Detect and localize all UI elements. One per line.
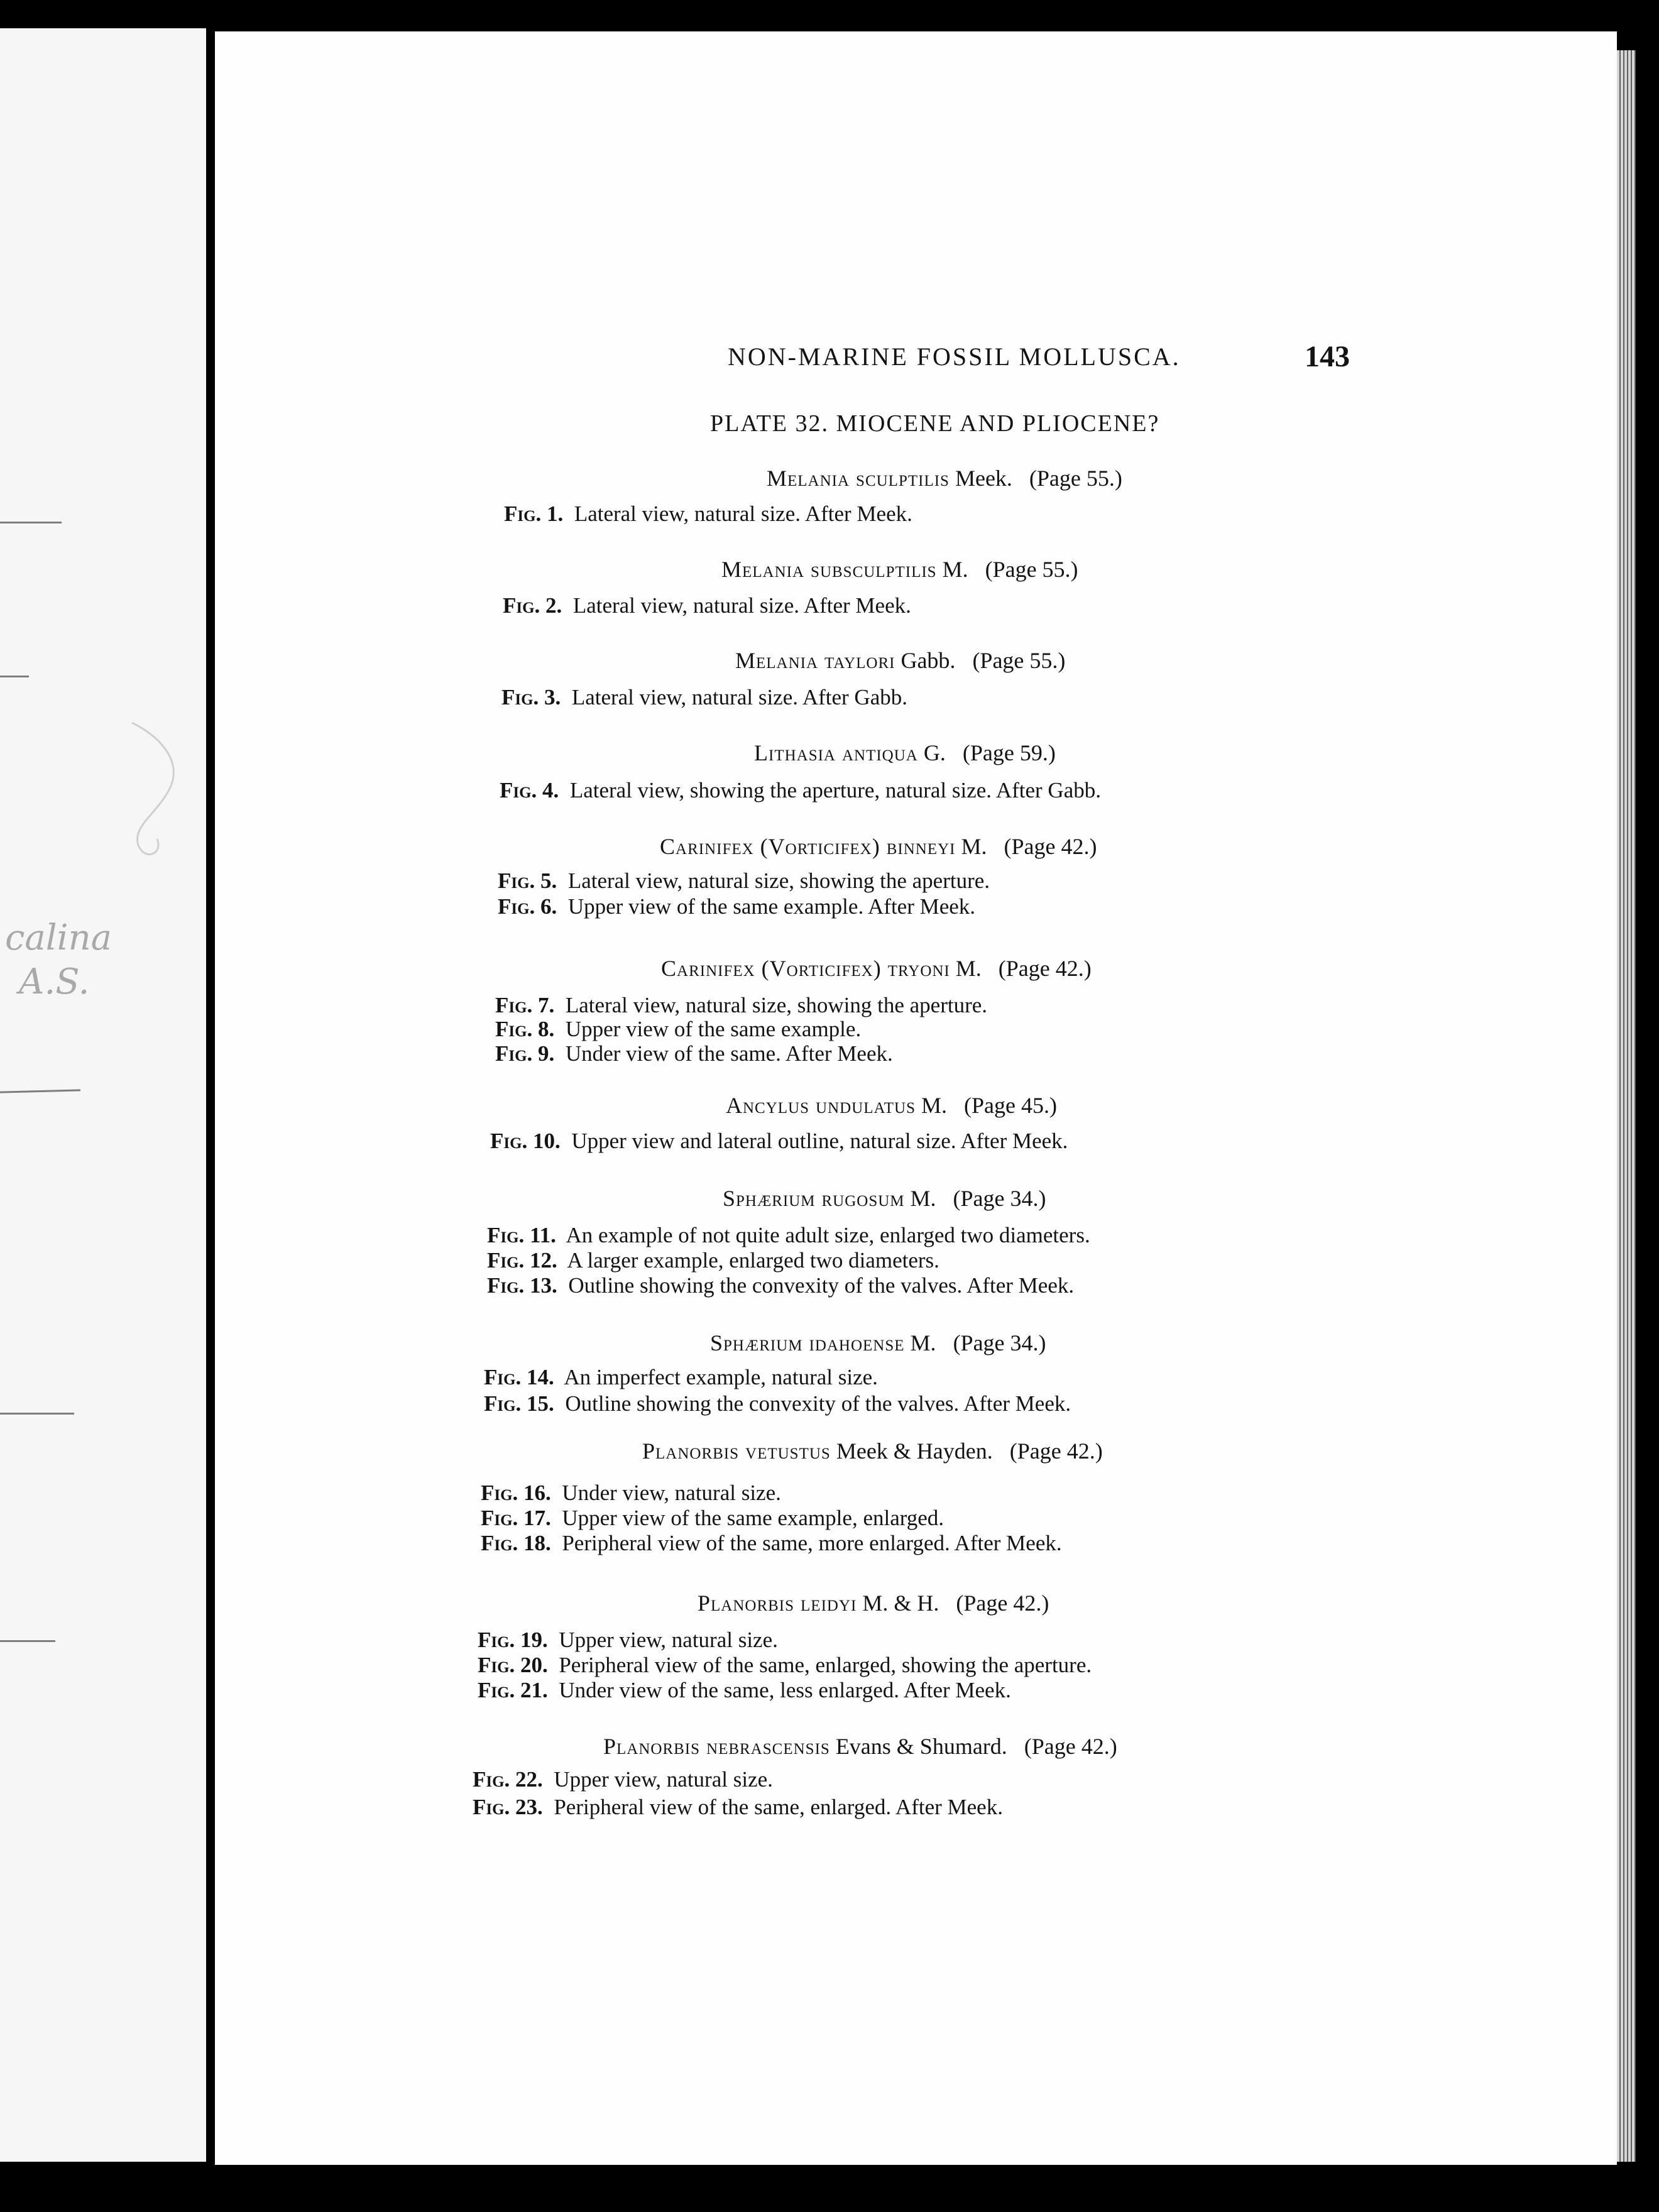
figure-label: Fig. 20.	[478, 1653, 548, 1677]
figure-text: Upper view of the same example. After Meek.	[567, 894, 976, 919]
page-number: 143	[1305, 340, 1350, 373]
page-reference: (Page 42.)	[956, 1591, 1049, 1616]
figure-label: Fig. 2.	[503, 593, 562, 618]
species-heading	[767, 465, 1122, 491]
species-name: Lithasia antiqua	[754, 740, 918, 765]
species-name: Planorbis nebrascensis	[603, 1734, 830, 1759]
figure-label: Fig. 1.	[504, 501, 564, 526]
figure-text: Lateral view, natural size. After Meek.	[574, 501, 912, 526]
figure-text: Peripheral view of the same, enlarged, showing the aperture.	[559, 1653, 1092, 1677]
species-heading	[710, 1330, 1046, 1356]
pencil-rule	[0, 1640, 55, 1642]
species-authority: Evans & Shumard.	[835, 1734, 1007, 1759]
figure-label: Fig. 21.	[478, 1678, 548, 1702]
species-authority: M. & H.	[862, 1591, 939, 1616]
page-reference: (Page 34.)	[953, 1186, 1046, 1211]
figure-caption	[481, 1531, 1062, 1556]
species-heading	[661, 955, 1092, 982]
species-heading	[642, 1438, 1103, 1464]
figure-caption	[487, 1248, 939, 1273]
figure-label: Fig. 5.	[498, 868, 557, 893]
figure-caption	[473, 1767, 773, 1792]
figure-text: Lateral view, natural size. After Gabb.	[571, 685, 907, 709]
pencil-rule	[0, 1089, 80, 1093]
species-heading	[603, 1733, 1117, 1760]
figure-text: Lateral view, showing the aperture, natural size. After Gabb.	[569, 778, 1101, 802]
figure-text: Upper view and lateral outline, natural size. After Meek.	[571, 1129, 1068, 1153]
page-reference: (Page 55.)	[1029, 466, 1122, 491]
figure-label: Fig. 6.	[498, 894, 557, 919]
figure-caption	[495, 1041, 893, 1066]
pencil-margin-note: A.S.	[19, 961, 90, 1002]
species-authority: Gabb.	[901, 648, 956, 673]
figure-text: Lateral view, natural size, showing the aperture.	[567, 868, 990, 893]
figure-caption	[478, 1678, 1011, 1703]
page-reference: (Page 34.)	[953, 1330, 1046, 1355]
species-heading	[660, 833, 1097, 860]
figure-caption	[490, 1129, 1068, 1154]
species-name: Carinifex (Vorticifex) binneyi	[660, 834, 956, 859]
figure-label: Fig. 4.	[500, 778, 559, 802]
figure-label: Fig. 3.	[501, 685, 561, 709]
figure-label: Fig. 18.	[481, 1531, 551, 1555]
species-name: Melania taylori	[735, 648, 895, 673]
species-name: Planorbis leidyi	[698, 1591, 857, 1616]
figure-label: Fig. 23.	[473, 1795, 543, 1819]
figure-caption	[487, 1273, 1074, 1298]
species-name: Melania sculptilis	[767, 466, 950, 491]
figure-caption	[498, 868, 990, 894]
figure-caption	[495, 993, 987, 1018]
species-name: Sphærium rugosum	[723, 1186, 905, 1211]
running-head: NON-MARINE FOSSIL MOLLUSCA.	[728, 342, 1181, 371]
species-heading	[735, 647, 1065, 674]
species-authority: M.	[910, 1330, 936, 1355]
figure-label: Fig. 8.	[495, 1017, 555, 1041]
figure-text: Upper view, natural size.	[554, 1767, 773, 1792]
pencil-rule	[0, 1413, 74, 1415]
species-name: Planorbis vetustus	[642, 1438, 831, 1464]
figure-caption	[478, 1653, 1092, 1678]
figure-label: Fig. 17.	[481, 1506, 551, 1530]
left-page-fragment	[0, 28, 206, 2162]
figure-label: Fig. 9.	[495, 1041, 555, 1066]
species-name: Sphærium idahoense	[710, 1330, 905, 1355]
figure-caption	[484, 1365, 878, 1390]
figure-text: Upper view, natural size.	[559, 1628, 778, 1652]
plate-title: PLATE 32. MIOCENE AND PLIOCENE?	[710, 410, 1160, 437]
page-reference: (Page 55.)	[985, 557, 1078, 582]
pencil-margin-note: calina	[5, 917, 112, 958]
figure-text: Under view of the same, less enlarged. After Meek.	[559, 1678, 1011, 1702]
species-authority: Meek.	[955, 466, 1012, 491]
figure-caption	[495, 1017, 861, 1042]
species-authority: M.	[942, 557, 968, 582]
figure-caption	[504, 501, 912, 527]
species-heading	[721, 556, 1078, 583]
species-authority: Meek & Hayden.	[836, 1438, 993, 1464]
species-heading	[754, 740, 1056, 766]
figure-caption	[473, 1795, 1003, 1820]
figure-label: Fig. 22.	[473, 1767, 543, 1792]
figure-text: Outline showing the convexity of the valves. After Meek.	[568, 1273, 1075, 1298]
figure-label: Fig. 12.	[487, 1248, 557, 1273]
species-authority: G.	[923, 740, 946, 765]
species-authority: M.	[955, 956, 982, 981]
figure-text: Lateral view, natural size. After Meek.	[572, 593, 911, 618]
species-name: Melania subsculptilis	[721, 557, 937, 582]
page-reference: (Page 59.)	[962, 740, 1056, 765]
figure-label: Fig. 16.	[481, 1481, 551, 1505]
figure-text: Lateral view, natural size, showing the aperture.	[565, 993, 988, 1017]
figure-text: Peripheral view of the same, enlarged. After Meek.	[554, 1795, 1003, 1819]
page-reference: (Page 42.)	[998, 956, 1092, 981]
species-authority: M.	[961, 834, 987, 859]
figure-caption	[500, 778, 1101, 803]
species-name: Carinifex (Vorticifex) tryoni	[661, 956, 950, 981]
figure-text: Under view of the same. After Meek.	[565, 1041, 893, 1066]
page-reference: (Page 55.)	[972, 648, 1066, 673]
species-heading	[723, 1185, 1046, 1212]
figure-caption	[481, 1506, 944, 1531]
species-heading	[698, 1590, 1049, 1616]
figure-caption	[498, 894, 975, 919]
pencil-rule	[0, 676, 29, 677]
page-reference: (Page 42.)	[1024, 1734, 1117, 1759]
figure-text: Upper view of the same example, enlarged.	[562, 1506, 944, 1530]
pencil-scribble	[119, 720, 189, 864]
figure-text: Upper view of the same example.	[565, 1017, 862, 1041]
figure-text: A larger example, enlarged two diameters.	[567, 1248, 939, 1273]
figure-caption	[503, 593, 911, 618]
page-edge-stack	[1617, 50, 1636, 2162]
figure-text: Under view, natural size.	[562, 1481, 781, 1505]
figure-label: Fig. 7.	[495, 993, 555, 1017]
species-name: Ancylus undulatus	[726, 1093, 916, 1118]
book-gutter	[206, 0, 215, 2212]
figure-text: An imperfect example, natural size.	[564, 1365, 878, 1389]
figure-label: Fig. 15.	[484, 1391, 554, 1416]
figure-text: Outline showing the convexity of the valves. After Meek.	[565, 1391, 1071, 1416]
page-reference: (Page 42.)	[1009, 1438, 1103, 1464]
species-heading	[726, 1092, 1057, 1119]
page-reference: (Page 45.)	[964, 1093, 1057, 1118]
figure-label: Fig. 19.	[478, 1628, 548, 1652]
pencil-rule	[0, 522, 62, 523]
figure-caption	[484, 1391, 1071, 1416]
figure-label: Fig. 14.	[484, 1365, 554, 1389]
figure-caption	[481, 1481, 781, 1506]
species-authority: M.	[921, 1093, 948, 1118]
figure-text: Peripheral view of the same, more enlarged. After Meek.	[562, 1531, 1062, 1555]
figure-label: Fig. 13.	[487, 1273, 557, 1298]
figure-label: Fig. 10.	[490, 1129, 561, 1153]
figure-caption	[487, 1223, 1090, 1248]
species-authority: M.	[910, 1186, 936, 1211]
figure-label: Fig. 11.	[487, 1223, 556, 1247]
figure-caption	[501, 685, 907, 710]
figure-caption	[478, 1628, 778, 1653]
figure-text: An example of not quite adult size, enlarged two diameters.	[566, 1223, 1090, 1247]
page-reference: (Page 42.)	[1004, 834, 1097, 859]
